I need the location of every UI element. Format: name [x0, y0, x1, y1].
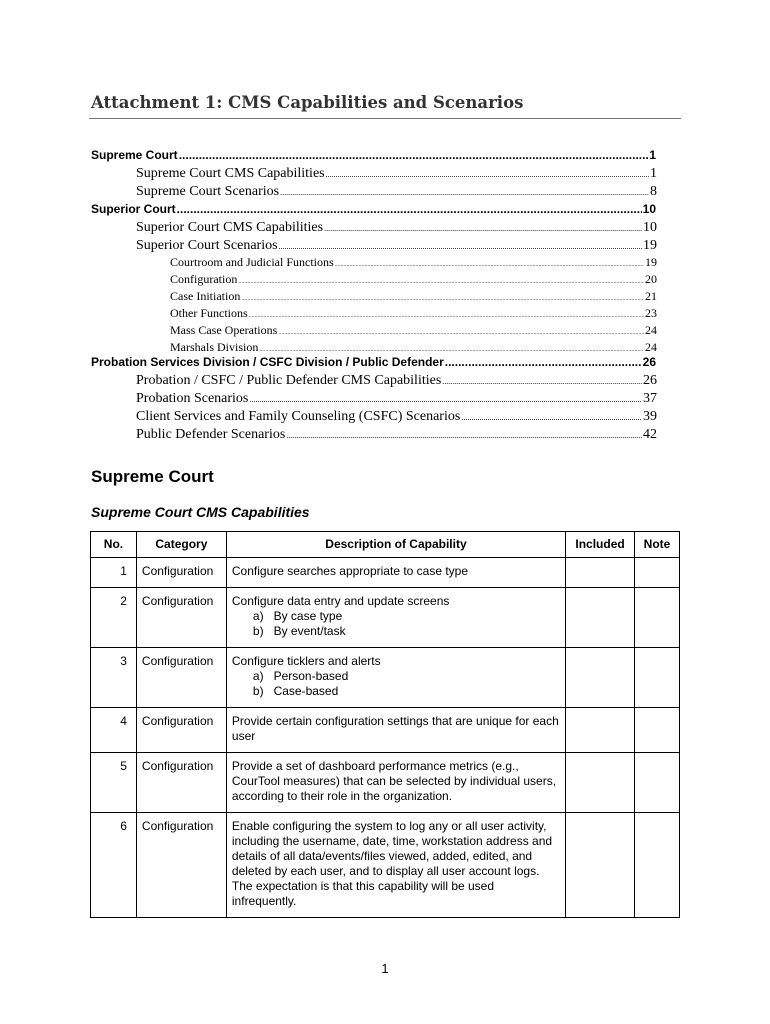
header-included: Included — [566, 532, 635, 558]
toc-entry-label: Superior Court Scenarios — [136, 238, 278, 253]
row-description-cell — [226, 813, 565, 918]
toc-dot-leader — [177, 202, 642, 216]
header-no: No. — [91, 532, 137, 558]
toc-entry-page: 24 — [645, 340, 657, 354]
row-sub-item: a) Person-based — [252, 669, 349, 683]
toc-entry-page: 21 — [645, 289, 657, 303]
row-category: Configuration — [136, 753, 226, 813]
toc-dot-leader — [442, 377, 642, 386]
toc-entry[interactable] — [170, 306, 657, 321]
row-included — [566, 558, 635, 588]
toc-entry-label: Superior Court — [91, 202, 176, 216]
row-description-cell — [226, 708, 565, 753]
toc-entry-page: 23 — [645, 306, 657, 320]
toc-entry[interactable] — [136, 166, 657, 182]
toc-dot-leader — [335, 262, 644, 268]
row-category: Configuration — [136, 588, 226, 648]
toc-entry[interactable] — [136, 184, 657, 200]
toc-entry[interactable] — [170, 340, 657, 355]
row-number: 3 — [91, 648, 137, 708]
row-category: Configuration — [136, 558, 226, 588]
toc-dot-leader — [278, 330, 644, 336]
toc-entry-page: 1 — [650, 166, 657, 181]
toc-entry-label: Supreme Court Scenarios — [136, 184, 280, 199]
toc-dot-leader — [259, 347, 644, 353]
row-description: Provide certain configuration settings that are unique for each user — [231, 714, 559, 743]
toc-dot-leader — [286, 431, 642, 440]
row-sub-item: a) By case type — [252, 609, 343, 623]
toc-entry-page: 24 — [645, 323, 657, 337]
toc-entry-label: Mass Case Operations — [170, 323, 278, 337]
toc-entry-label: Public Defender Scenarios — [136, 427, 286, 442]
toc-entry-label: Supreme Court — [91, 148, 178, 162]
header-category: Category — [136, 532, 226, 558]
toc-entry-page: 10 — [643, 220, 657, 235]
row-description-cell — [226, 753, 565, 813]
toc-dot-leader — [179, 148, 649, 162]
row-note — [635, 558, 680, 588]
title-divider — [89, 118, 681, 119]
row-number: 2 — [91, 588, 137, 648]
toc-dot-leader — [241, 296, 644, 302]
toc-entry-page: 19 — [645, 255, 657, 269]
toc-entry[interactable] — [136, 391, 657, 407]
row-category: Configuration — [136, 648, 226, 708]
row-note — [635, 753, 680, 813]
toc-entry-page: 42 — [643, 427, 657, 442]
row-note — [635, 648, 680, 708]
toc-entry-page: 26 — [643, 373, 657, 388]
toc-entry-label: Probation Scenarios — [136, 391, 249, 406]
row-category: Configuration — [136, 708, 226, 753]
toc-entry-page: 39 — [643, 409, 657, 424]
toc-entry-label: Probation Services Division / CSFC Division / Public Defender — [91, 355, 444, 369]
toc-dot-leader — [445, 355, 642, 369]
toc-entry-page: 37 — [643, 391, 657, 406]
table-row — [91, 753, 680, 813]
toc-entry[interactable] — [136, 409, 657, 425]
toc-dot-leader — [238, 279, 644, 285]
toc-entry-page: 19 — [643, 238, 657, 253]
row-number: 5 — [91, 753, 137, 813]
toc-entry[interactable] — [91, 202, 656, 216]
row-note — [635, 813, 680, 918]
toc-entry-label: Case Initiation — [170, 289, 241, 303]
toc-dot-leader — [461, 413, 642, 422]
row-included — [566, 588, 635, 648]
header-description: Description of Capability — [226, 532, 565, 558]
toc-entry-page: 10 — [642, 202, 656, 216]
toc-entry[interactable] — [170, 272, 657, 287]
toc-entry[interactable] — [170, 323, 657, 338]
header-note: Note — [635, 532, 680, 558]
toc-entry-page: 20 — [645, 272, 657, 286]
toc-entry[interactable] — [170, 289, 657, 304]
toc-dot-leader — [279, 242, 642, 251]
row-included — [566, 813, 635, 918]
toc-entry-label: Configuration — [170, 272, 238, 286]
table-row — [91, 648, 680, 708]
page-number: 1 — [381, 961, 389, 976]
toc-entry[interactable] — [136, 220, 657, 236]
row-note — [635, 588, 680, 648]
row-sub-item: b) By event/task — [252, 624, 346, 638]
row-included — [566, 708, 635, 753]
row-number: 4 — [91, 708, 137, 753]
toc-entry-page: 26 — [642, 355, 656, 369]
row-description-cell — [226, 648, 565, 708]
table-row — [91, 588, 680, 648]
row-description: Enable configuring the system to log any or all user activity, including the username, date, time, workstation address and details of all data/events/files viewed, added, edited, and deleted by each user, and to display all user account logs. The expectation is that this capability will be used infrequently. — [231, 819, 553, 908]
toc-dot-leader — [280, 188, 649, 197]
toc-entry-label: Probation / CSFC / Public Defender CMS Capabilities — [136, 373, 442, 388]
toc-entry[interactable] — [136, 427, 657, 443]
row-description: Configure data entry and update screens — [231, 594, 450, 608]
toc-dot-leader — [249, 395, 642, 404]
capabilities-table — [90, 531, 680, 918]
row-description-cell — [226, 558, 565, 588]
toc-entry-page: 1 — [649, 148, 656, 162]
row-description: Provide a set of dashboard performance metrics (e.g., CourTool measures) that can be selected by individual users, according to their role in the organization. — [231, 759, 557, 803]
toc-entry-label: Client Services and Family Counseling (CSFC) Scenarios — [136, 409, 461, 424]
toc-entry[interactable] — [170, 255, 657, 270]
toc-dot-leader — [249, 313, 644, 319]
toc-entry-label: Courtroom and Judicial Functions — [170, 255, 334, 269]
table-row — [91, 558, 680, 588]
row-category: Configuration — [136, 813, 226, 918]
document-title: Attachment 1: CMS Capabilities and Scenarios — [91, 93, 524, 112]
toc-entry[interactable] — [136, 373, 657, 389]
toc-entry[interactable] — [136, 238, 657, 254]
toc-entry-label: Superior Court CMS Capabilities — [136, 220, 324, 235]
toc-dot-leader — [326, 170, 649, 179]
table-row — [91, 708, 680, 753]
row-note — [635, 708, 680, 753]
section-subheading: Supreme Court CMS Capabilities — [91, 504, 310, 520]
toc-entry-label: Marshals Division — [170, 340, 259, 354]
toc-entry-label: Other Functions — [170, 306, 248, 320]
toc-entry[interactable] — [91, 355, 656, 369]
row-description: Configure ticklers and alerts — [231, 654, 381, 668]
table-header-row — [91, 532, 680, 558]
row-number: 6 — [91, 813, 137, 918]
table-row — [91, 813, 680, 918]
toc-entry-label: Supreme Court CMS Capabilities — [136, 166, 325, 181]
toc-dot-leader — [324, 224, 642, 233]
row-included — [566, 648, 635, 708]
row-included — [566, 753, 635, 813]
row-number: 1 — [91, 558, 137, 588]
toc-entry[interactable] — [91, 148, 656, 162]
row-description-cell — [226, 588, 565, 648]
toc-entry-page: 8 — [650, 184, 657, 199]
row-description: Configure searches appropriate to case type — [231, 564, 469, 578]
section-heading: Supreme Court — [91, 467, 214, 486]
row-sub-item: b) Case-based — [252, 684, 339, 698]
